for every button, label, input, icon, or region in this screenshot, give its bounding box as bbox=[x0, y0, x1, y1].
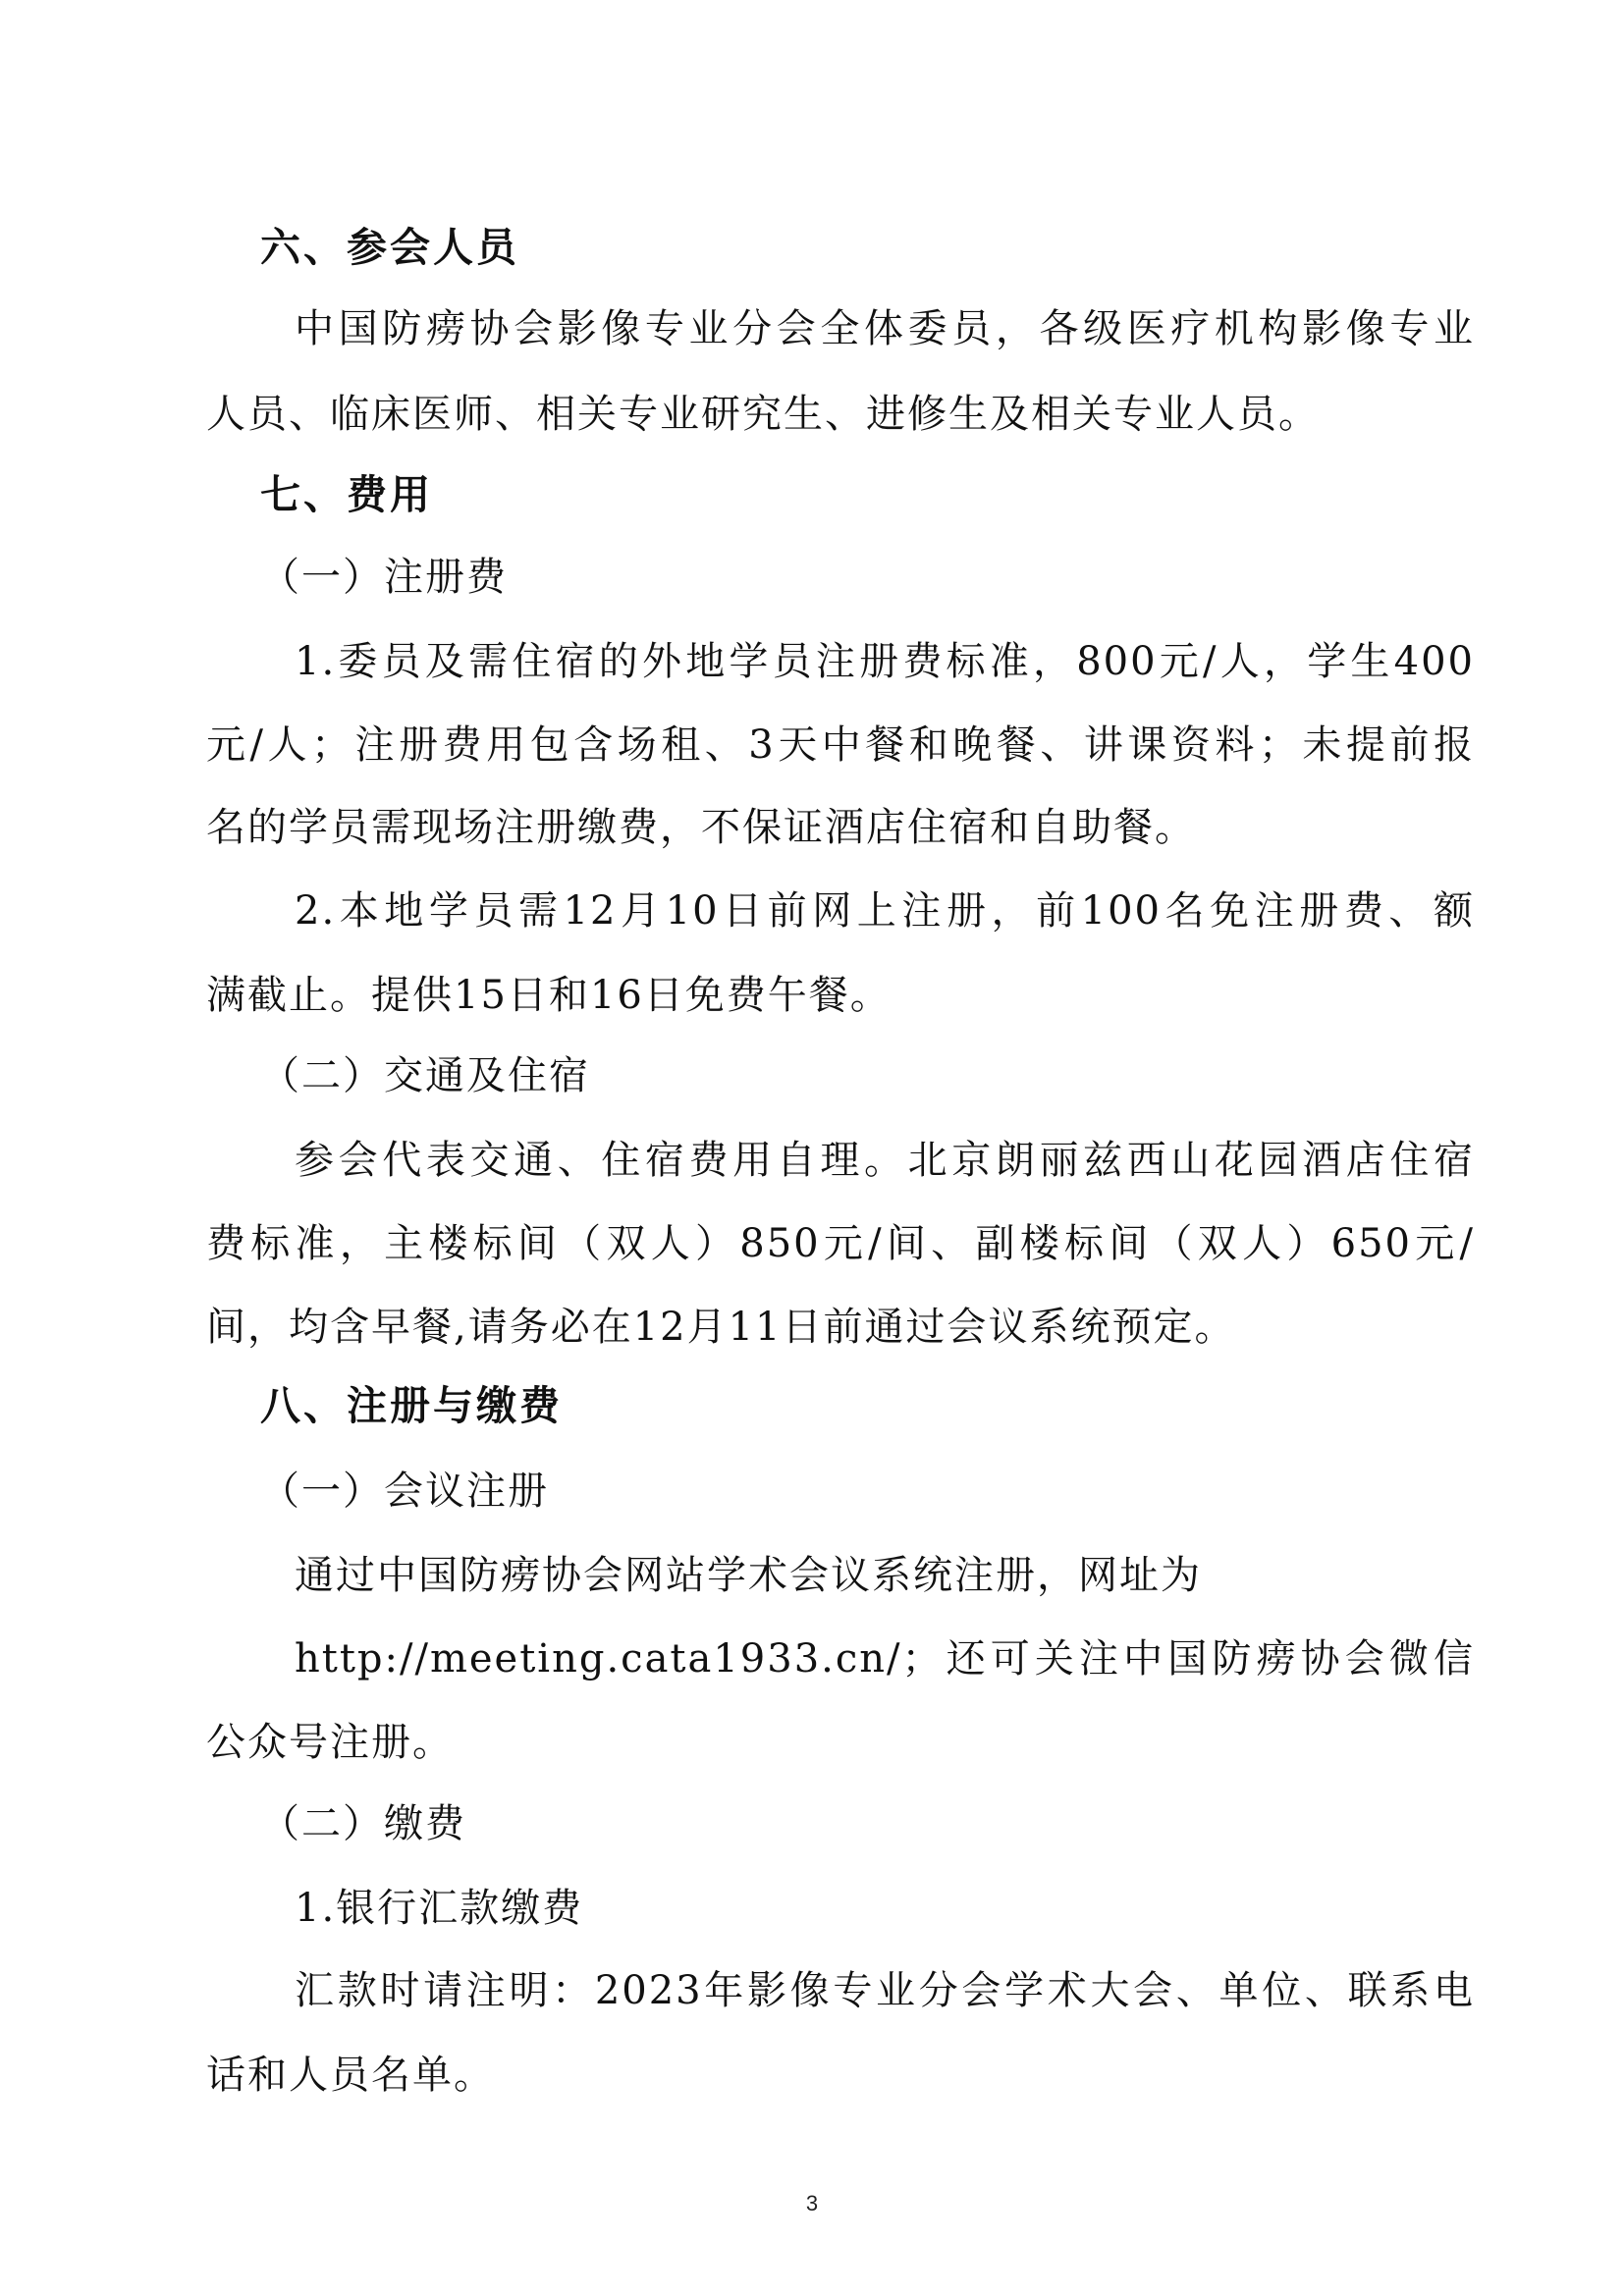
registration-fee-item1-line-2: 元/人；注册费用包含场租、3天中餐和晚餐、讲课资料；未提前报 bbox=[206, 722, 1475, 768]
attendees-line-2: 人员、临床医师、相关专业研究生、进修生及相关专业人员。 bbox=[206, 392, 1320, 437]
transport-lodging-line-1: 参会代表交通、住宿费用自理。北京朗丽兹西山花园酒店住宿 bbox=[295, 1138, 1475, 1183]
payment-item1-title: 1.银行汇款缴费 bbox=[295, 1886, 584, 1931]
section-heading-registration-payment: 八、注册与缴费 bbox=[260, 1382, 563, 1429]
meeting-registration-line-2: http://meeting.cata1933.cn/；还可关注中国防痨协会微信 bbox=[295, 1636, 1475, 1682]
transport-lodging-line-2: 费标准，主楼标间（双人）850元/间、副楼标间（双人）650元/ bbox=[206, 1221, 1475, 1266]
registration-fee-item2-line-2: 满截止。提供15日和16日免费午餐。 bbox=[206, 973, 892, 1018]
registration-fee-item1-line-3: 名的学员需现场注册缴费，不保证酒店住宿和自助餐。 bbox=[206, 805, 1196, 850]
subheading-meeting-registration: （一）会议注册 bbox=[260, 1468, 549, 1514]
meeting-registration-line-1: 通过中国防痨协会网站学术会议系统注册，网址为 bbox=[295, 1553, 1202, 1598]
section-heading-attendees: 六、参会人员 bbox=[260, 224, 519, 271]
attendees-line-1: 中国防痨协会影像专业分会全体委员，各级医疗机构影像专业 bbox=[295, 306, 1475, 351]
page-number: 3 bbox=[805, 2191, 819, 2216]
subheading-transport-lodging: （二）交通及住宿 bbox=[260, 1053, 590, 1098]
payment-note-line-2: 话和人员名单。 bbox=[206, 2053, 495, 2098]
registration-fee-item1-line-1: 1.委员及需住宿的外地学员注册费标准，800元/人，学生400 bbox=[295, 639, 1475, 684]
payment-note-line-1: 汇款时请注明：2023年影像专业分会学术大会、单位、联系电 bbox=[295, 1968, 1475, 2013]
transport-lodging-line-3: 间，均含早餐,请务必在12月11日前通过会议系统预定。 bbox=[206, 1305, 1236, 1350]
section-heading-fees: 七、费用 bbox=[260, 471, 433, 518]
registration-fee-item2-line-1: 2.本地学员需12月10日前网上注册，前100名免注册费、额 bbox=[295, 888, 1475, 934]
subheading-registration-fee: （一）注册费 bbox=[260, 555, 508, 600]
subheading-payment: （二）缴费 bbox=[260, 1801, 466, 1846]
meeting-registration-line-3: 公众号注册。 bbox=[206, 1720, 454, 1765]
